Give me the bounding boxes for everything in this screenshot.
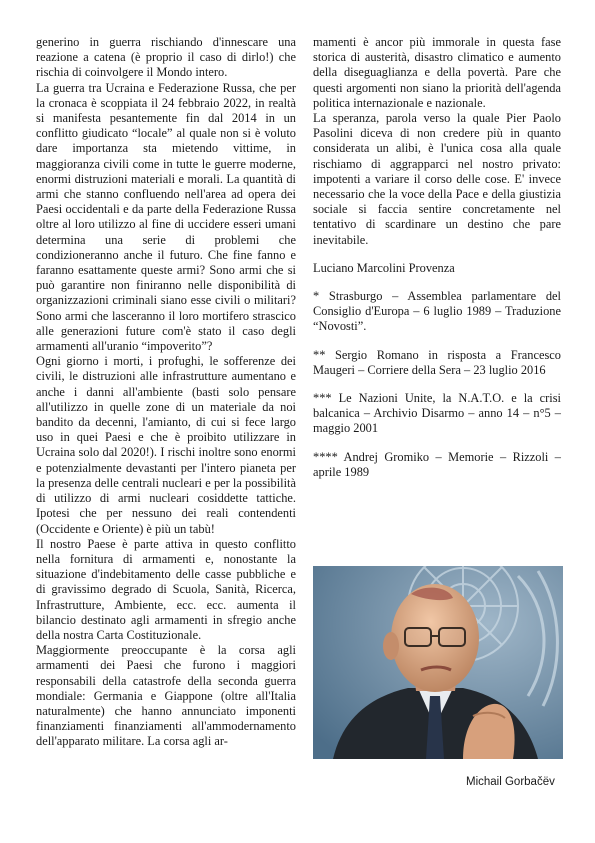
portrait-illustration (313, 566, 563, 759)
footnote: *** Le Nazioni Unite, la N.A.T.O. e la crisi balcanica – Archivio Disarmo – anno 14 – n°5 – maggio 2001 (313, 391, 561, 436)
right-column (313, 35, 561, 480)
paragraph: Maggiormente preoccupante è la corsa agli armamenti dei Paesi che furono i maggiori responsabili della catastrofe della seconda guerra mondiale: Germania e Giappone (oltre all'Italia naturalmente) che hanno annunciato imponenti finanziamenti finanziamenti all'ammodernamento dell'apparato militare. La corsa agli ar- (36, 643, 296, 749)
footnote: **** Andrej Gromiko – Memorie – Rizzoli – aprile 1989 (313, 449, 561, 479)
paragraph: Ogni giorno i morti, i profughi, le sofferenze dei civili, le distruzioni alle infrastrutture aumentano e anche i danni all'ambiente (basti solo pensare all'utilizzo in quelle zone di un materiale da noi bandito da decenni, l'amianto, di cui si fece largo uso in quei Paesi e che è proibito utilizzare in Ucraina solo dal 2020!). I rischi inoltre sono enormi e potenzialmente devastanti per l'intero pianeta per la presenza delle centrali nucleari e per la possibilità di utilizzo di armi nucleari cosiddette tattiche. Ipotesi che per nessuno dei reali contendenti (Occidente e Oriente) è più un tabù! (36, 354, 296, 536)
footnote: * Strasburgo – Assemblea parlamentare del Consiglio d'Europa – 6 luglio 1989 – Traduzione “Novosti”. (313, 289, 561, 334)
left-column (36, 35, 296, 750)
paragraph: generino in guerra rischiando d'innescare una reazione a catena (è proprio il caso di dirlo!) che rischia di coinvolgere il Mondo intero. (36, 35, 296, 80)
footnote: ** Sergio Romano in risposta a Francesco Maugeri – Corriere della Sera – 23 luglio 2016 (313, 347, 561, 377)
paragraph: Il nostro Paese è parte attiva in questo conflitto nella fornitura di armamenti e, nonostante la situazione d'indebitamento delle casse pubbliche e di gravissimo degrado di Scuola, Sanità, Ricerca, Infrastrutture, Ambiente, ecc. ecc. aumenta il bilancio destinato agli armamenti in sfregio anche della nostra Carta Costituzionale. (36, 536, 296, 642)
author-signature: Luciano Marcolini Provenza (313, 260, 455, 275)
portrait-photo (313, 566, 563, 759)
paragraph: La guerra tra Ucraina e Federazione Russa, che per la cronaca è scoppiata il 24 febbraio 2022, in realtà si manifesta pesantemente fin dal 2014 in un conflitto giudicato “locale” al quale non si è voluto dare importanza sta mietendo vittime, in maggioranza civili come in tutte le guerre moderne, enormi distruzioni materiali e morali. La quantità di armi che stanno confluendo nell'area ad opera dei Paesi occidentali e da parte della Federazione Russa oltre al loro utilizzo al fine di uccidere esseri umani determina una serie di problemi che condizioneranno anche il futuro. Che fine fanno e faranno esattamente queste armi? Sono armi che si può garantire non finiranno nelle disponibilità di organizzazioni criminali siano esse civili o militari? Sono armi che lasceranno il loro mortifero strascico alle generazioni future com'è stato il caso degli armamenti all'uranio “impoverito”? (36, 80, 296, 354)
paragraph: mamenti è ancor più immorale in questa fase storica di austerità, disastro climatico e aumento della diseguaglianza e della povertà. Pare che questi argomenti non siano la priorità dell'agenda politica internazionale e nazionale. (313, 35, 561, 110)
photo-caption: Michail Gorbačëv (466, 776, 555, 788)
paragraph: La speranza, parola verso la quale Pier Paolo Pasolini diceva di non credere più in quanto considerata un alibi, è l'unica cosa alla quale rischiamo di aggrapparci nel nostro privato: impotenti a variare il corso delle cose. E' invece necessario che la voce della Pace e della giustizia sociale si faccia sentire concretamente nel tentativo di scardinare un destino che pare inevitabile. (313, 111, 561, 247)
